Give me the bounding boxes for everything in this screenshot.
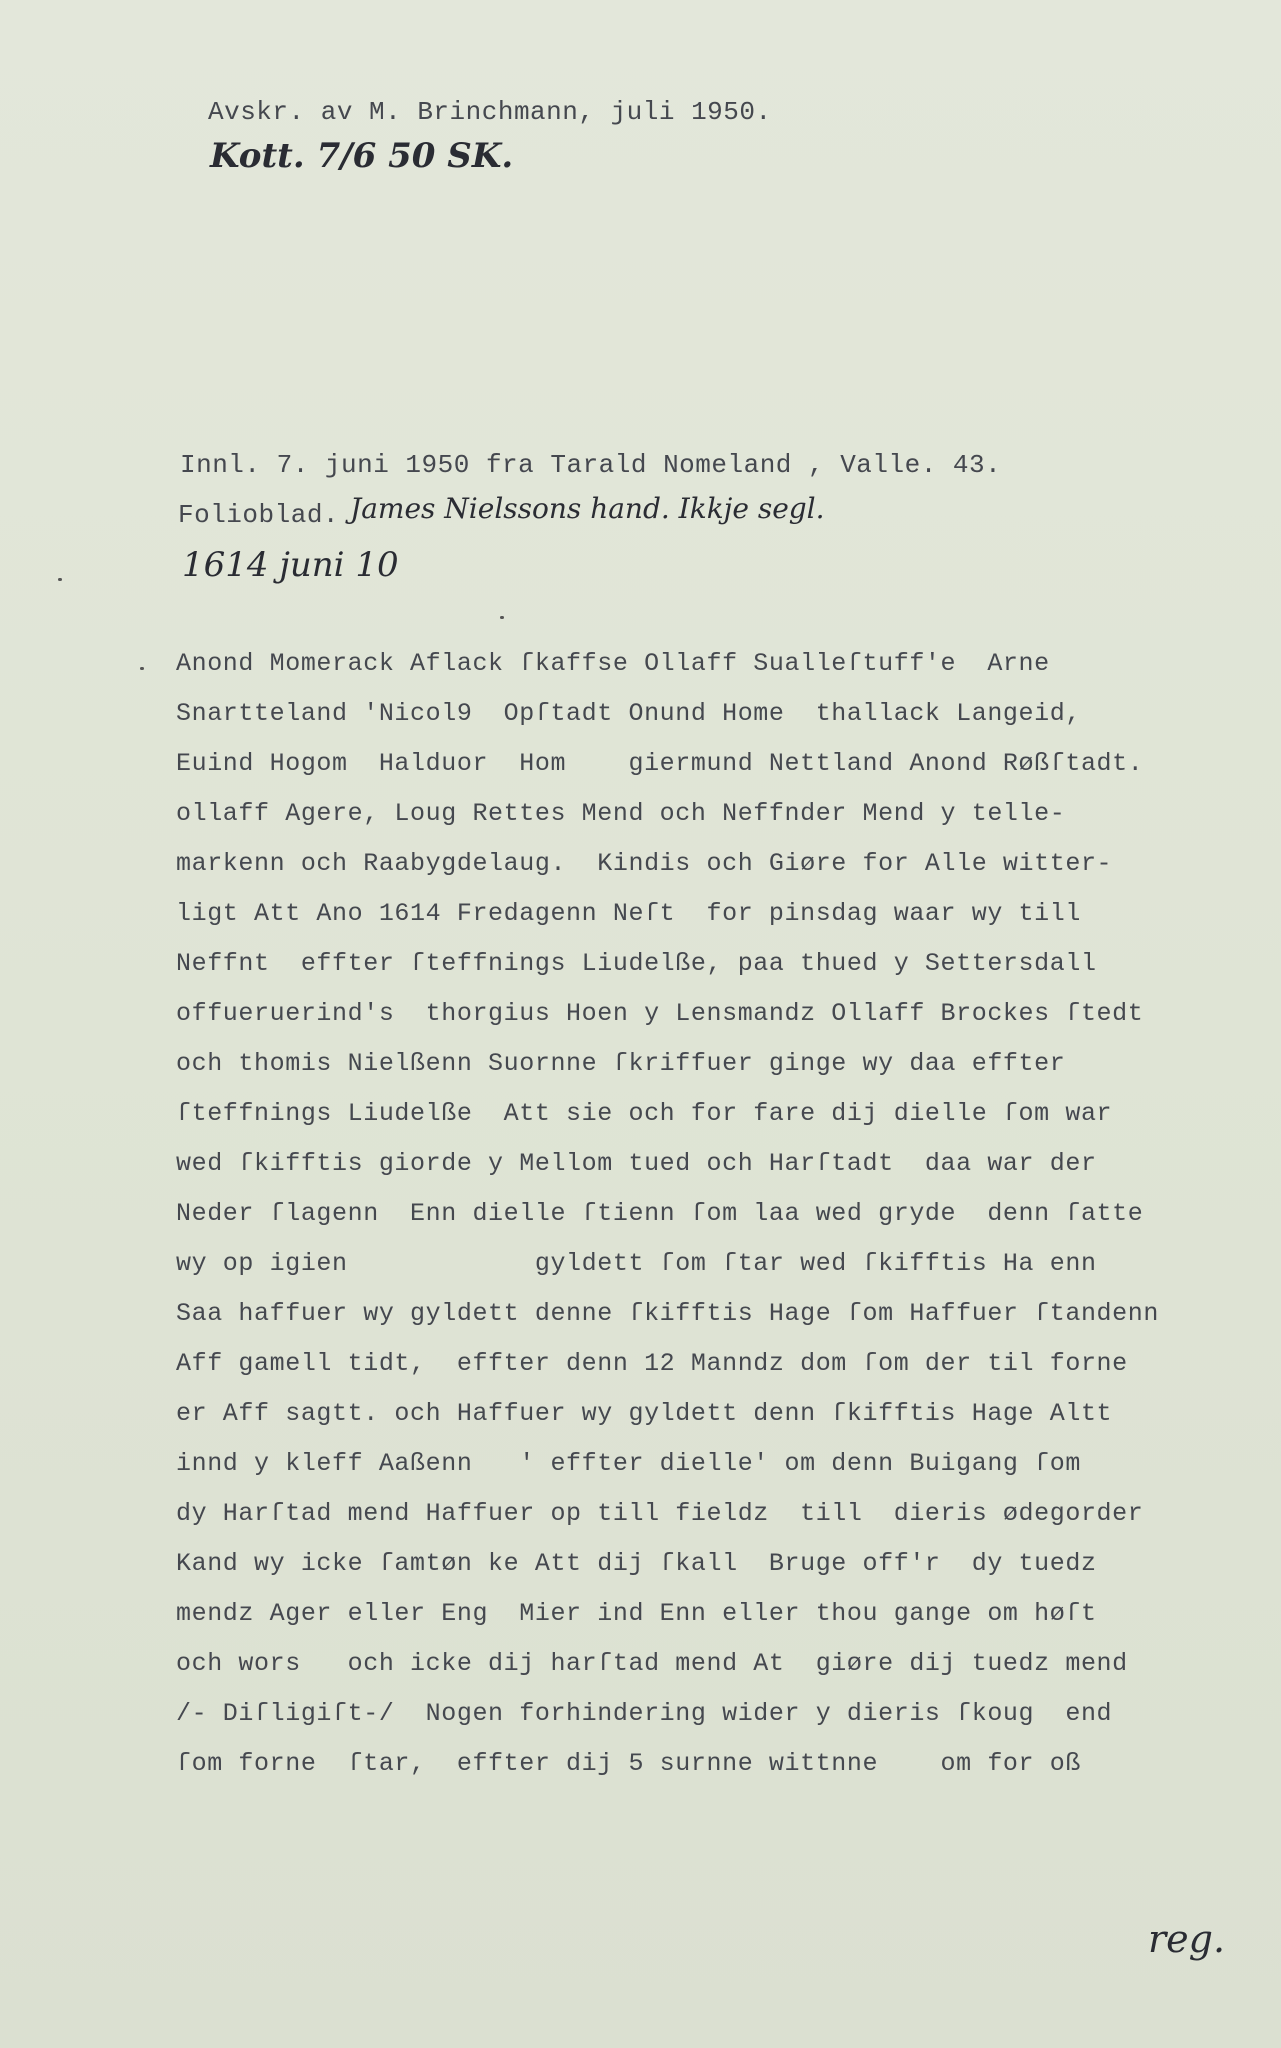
body-line: Neffnt effter ſteffnings Liudelße, paa thued y Settersdall <box>176 949 1097 978</box>
body-line: Snartteland 'Nicol9 Opſtadt Onund Home thallack Langeid, <box>176 699 1081 728</box>
body-line: dy Harſtad mend Haffuer op till fieldz till dieris ødegorder <box>176 1499 1144 1528</box>
body-line: och thomis Nielßenn Suornne ſkriffuer ginge wy daa effter <box>176 1049 1066 1078</box>
body-line: Neder ſlagenn Enn dielle ſtienn ſom laa wed gryde denn ſatte <box>176 1199 1144 1228</box>
body-line: Aff gamell tidt, effter denn 12 Manndz dom ſom der til forne <box>176 1349 1128 1378</box>
body-line: /- Diſligiſt-/ Nogen forhindering wider y dieris ſkoug end <box>176 1699 1113 1728</box>
body-line: er Aff sagtt. och Haffuer wy gyldett denn ſkifftis Hage Altt <box>176 1399 1113 1428</box>
body-line: Anond Momerack Aflack ſkaffse Ollaff Sualleſtuff'e Arne <box>176 649 1050 678</box>
document-body <box>176 644 1159 1794</box>
body-line: Saa haffuer wy gyldett denne ſkifftis Hage ſom Haffuer ſtandenn <box>176 1299 1159 1328</box>
transcription-credit: Avskr. av M. Brinchmann, juli 1950. <box>208 97 772 127</box>
handwritten-reg-mark: reg. <box>1148 1917 1226 1961</box>
body-line: mendz Ager eller Eng Mier ind Enn eller thou gange om høſt <box>176 1599 1097 1628</box>
body-line: offueruerind's thorgius Hoen y Lensmandz Ollaff Brockes ſtedt <box>176 999 1144 1028</box>
body-line: ollaff Agere, Loug Rettes Mend och Neffnder Mend y telle- <box>176 799 1066 828</box>
body-line: markenn och Raabygdelaug. Kindis och Giøre for Alle witter- <box>176 849 1113 878</box>
body-line: ſom forne ſtar, effter dij 5 surnne wittnne om for oß <box>176 1749 1081 1778</box>
body-line: ligt Att Ano 1614 Fredagenn Neſt for pinsdag waar wy till <box>176 899 1081 928</box>
body-line: och wors och icke dij harſtad mend At giøre dij tuedz mend <box>176 1649 1128 1678</box>
intake-line: Innl. 7. juni 1950 fra Tarald Nomeland , Valle. 43. <box>180 450 1002 480</box>
folio-label: Folioblad. <box>178 500 340 530</box>
handwritten-checked-note: Kott. 7/6 50 SK. <box>210 136 514 176</box>
margin-speck <box>140 667 144 670</box>
margin-speck <box>500 616 504 619</box>
body-line: wed ſkifftis giorde y Mellom tued och Harſtadt daa war der <box>176 1149 1097 1178</box>
handwritten-date: 1614 juni 10 <box>182 545 399 585</box>
body-line: Kand wy icke ſamtøn ke Att dij ſkall Bruge off'r dy tuedz <box>176 1549 1097 1578</box>
body-line: innd y kleff Aaßenn ' effter dielle' om denn Buigang ſom <box>176 1449 1081 1478</box>
margin-speck <box>58 578 62 581</box>
body-line: wy op igien gyldett ſom ſtar wed ſkifftis Ha enn <box>176 1249 1097 1278</box>
body-line: Euind Hogom Halduor Hom giermund Nettland Anond Røßſtadt. <box>176 749 1144 778</box>
handwritten-folio-note: James Nielssons hand. Ikkje segl. <box>350 492 825 525</box>
body-line: ſteffnings Liudelße Att sie och for fare dij dielle ſom war <box>176 1099 1113 1128</box>
